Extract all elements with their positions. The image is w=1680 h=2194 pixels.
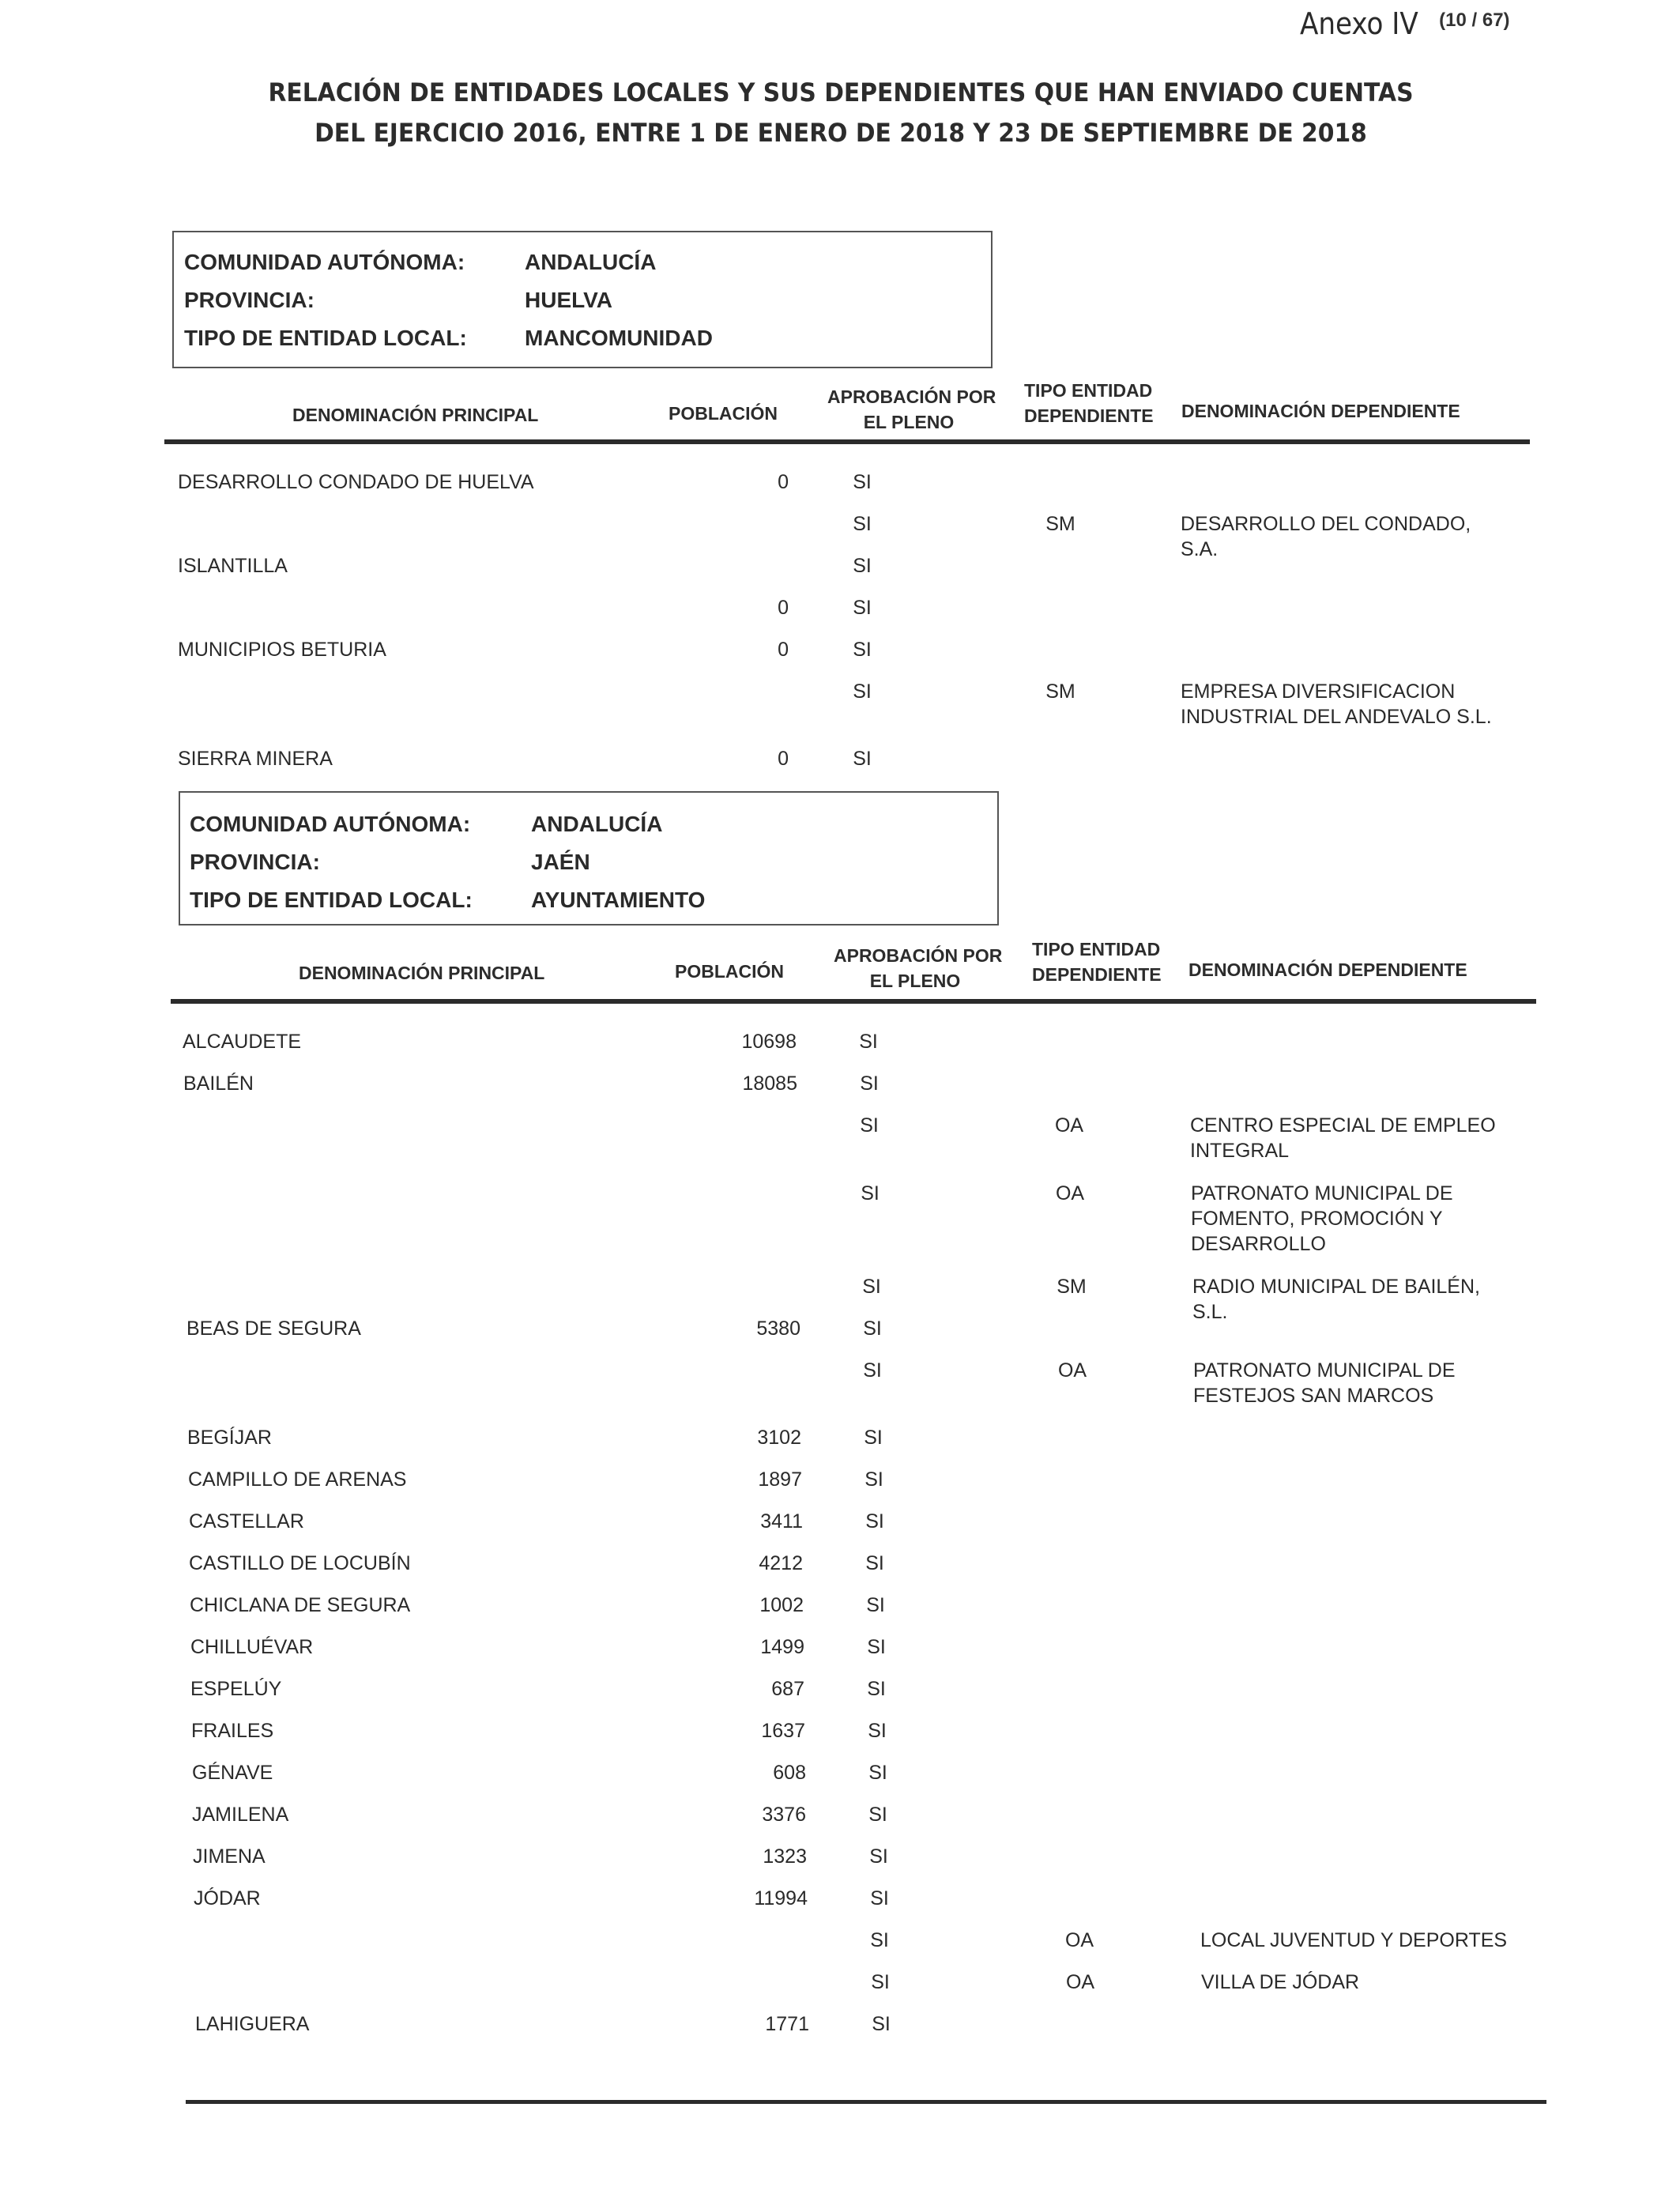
cell-aprobacion: SI xyxy=(866,1594,885,1616)
col-denominacion-principal: DENOMINACIÓN PRINCIPAL xyxy=(299,963,545,983)
cell-denominacion: MUNICIPIOS BETURIA xyxy=(178,639,386,661)
cell-denominacion: BEGÍJAR xyxy=(187,1427,272,1449)
cell-denominacion: SIERRA MINERA xyxy=(178,748,333,770)
cell-denominacion: ISLANTILLA xyxy=(178,555,288,577)
provincia-label: PROVINCIA: xyxy=(184,288,315,312)
title-line-2: DEL EJERCICIO 2016, ENTRE 1 DE ENERO DE 2018 Y 23 DE SEPTIEMBRE DE 2018 xyxy=(315,118,1367,148)
cell-aprobacion: SI xyxy=(863,1359,882,1382)
cell-poblacion: 1897 xyxy=(758,1468,802,1491)
tipo-entidad-value: AYUNTAMIENTO xyxy=(531,888,706,912)
cell-aprobacion: SI xyxy=(865,1510,884,1532)
comunidad-value: ANDALUCÍA xyxy=(531,812,663,836)
comunidad-label: COMUNIDAD AUTÓNOMA: xyxy=(184,250,465,274)
cell-tipo-entidad: SM xyxy=(1057,1276,1087,1298)
cell-denominacion: CHICLANA DE SEGURA xyxy=(190,1594,411,1616)
cell-aprobacion: SI xyxy=(860,1072,879,1095)
cell-denominacion-dependiente: CENTRO ESPECIAL DE EMPLEO INTEGRAL xyxy=(1190,1114,1496,1162)
cell-poblacion: 3411 xyxy=(760,1510,803,1532)
cell-aprobacion: SI xyxy=(853,680,872,703)
comunidad-label: COMUNIDAD AUTÓNOMA: xyxy=(190,812,471,836)
cell-tipo-entidad: SM xyxy=(1045,513,1075,535)
cell-tipo-entidad: OA xyxy=(1055,1182,1085,1204)
cell-poblacion: 0 xyxy=(778,639,789,661)
cell-aprobacion: SI xyxy=(853,597,872,619)
cell-poblacion: 0 xyxy=(778,471,789,493)
cell-aprobacion: SI xyxy=(867,1678,886,1700)
cell-poblacion: 4212 xyxy=(759,1552,803,1574)
cell-denominacion: CHILLUÉVAR xyxy=(190,1636,314,1658)
cell-poblacion: 687 xyxy=(771,1678,804,1700)
document-title xyxy=(59,77,1622,148)
cell-poblacion: 10698 xyxy=(741,1031,797,1053)
page-bottom-rule xyxy=(186,2100,1546,2104)
cell-tipo-entidad: OA xyxy=(1065,1971,1095,1993)
cell-aprobacion: SI xyxy=(867,1636,886,1658)
cell-poblacion: 1323 xyxy=(763,1845,807,1868)
cell-tipo-entidad: SM xyxy=(1045,680,1075,703)
cell-aprobacion: SI xyxy=(871,1971,890,1993)
tipo-entidad-value: MANCOMUNIDAD xyxy=(525,326,713,350)
cell-denominacion: ESPELÚY xyxy=(190,1678,282,1700)
provincia-value: HUELVA xyxy=(525,288,612,312)
cell-poblacion: 3102 xyxy=(757,1427,801,1449)
cell-aprobacion: SI xyxy=(870,1929,889,1951)
entity-info-box xyxy=(172,231,993,368)
cell-poblacion: 0 xyxy=(778,748,789,770)
col-tipo-entidad: TIPO ENTIDAD DEPENDIENTE xyxy=(1024,380,1154,426)
cell-denominacion: BAILÉN xyxy=(183,1072,254,1095)
cell-poblacion: 11994 xyxy=(754,1887,808,1909)
cell-denominacion-dependiente: PATRONATO MUNICIPAL DE FESTEJOS SAN MARCOS xyxy=(1193,1359,1456,1407)
cell-aprobacion: SI xyxy=(870,1887,889,1909)
cell-tipo-entidad: OA xyxy=(1054,1114,1084,1137)
cell-poblacion: 1499 xyxy=(760,1636,804,1658)
cell-denominacion: GÉNAVE xyxy=(192,1762,273,1784)
entity-info-box xyxy=(179,791,999,925)
cell-poblacion: 1771 xyxy=(765,2013,809,2035)
cell-aprobacion: SI xyxy=(853,513,872,535)
cell-aprobacion: SI xyxy=(868,1720,887,1742)
cell-denominacion: DESARROLLO CONDADO DE HUELVA xyxy=(178,471,534,493)
title-line-1: RELACIÓN DE ENTIDADES LOCALES Y SUS DEPENDIENTES QUE HAN ENVIADO CUENTAS xyxy=(268,77,1414,107)
cell-denominacion-dependiente: RADIO MUNICIPAL DE BAILÉN, S.L. xyxy=(1192,1276,1480,1323)
cell-aprobacion: SI xyxy=(863,1318,882,1340)
header-rule xyxy=(164,439,1530,444)
cell-poblacion: 1637 xyxy=(761,1720,805,1742)
annex-label: Anexo IV xyxy=(1300,6,1418,41)
cell-poblacion: 5380 xyxy=(756,1318,800,1340)
cell-poblacion: 0 xyxy=(778,597,789,619)
cell-aprobacion: SI xyxy=(859,1031,878,1053)
col-denominacion-principal: DENOMINACIÓN PRINCIPAL xyxy=(292,405,539,425)
page-indicator: (10 / 67) xyxy=(1439,9,1510,31)
provincia-value: JAÉN xyxy=(531,850,590,874)
col-tipo-entidad: TIPO ENTIDAD DEPENDIENTE xyxy=(1032,939,1162,985)
cell-aprobacion: SI xyxy=(864,1468,883,1491)
cell-aprobacion: SI xyxy=(868,1804,887,1826)
cell-denominacion-dependiente: DESARROLLO DEL CONDADO, S.A. xyxy=(1181,513,1471,560)
cell-denominacion-dependiente: EMPRESA DIVERSIFICACION INDUSTRIAL DEL ANDEVALO S.L. xyxy=(1181,680,1492,728)
cell-denominacion-dependiente: LOCAL JUVENTUD Y DEPORTES xyxy=(1200,1929,1508,1951)
comunidad-value: ANDALUCÍA xyxy=(525,250,657,274)
cell-tipo-entidad: OA xyxy=(1057,1359,1087,1382)
cell-denominacion: JÓDAR xyxy=(194,1887,261,1909)
provincia-label: PROVINCIA: xyxy=(190,850,320,874)
cell-aprobacion: SI xyxy=(860,1114,879,1137)
col-denominacion-dependiente: DENOMINACIÓN DEPENDIENTE xyxy=(1181,401,1460,421)
cell-aprobacion: SI xyxy=(853,748,872,770)
cell-aprobacion: SI xyxy=(864,1427,883,1449)
cell-poblacion: 3376 xyxy=(762,1804,806,1826)
tipo-entidad-label: TIPO DE ENTIDAD LOCAL: xyxy=(190,888,473,912)
cell-poblacion: 1002 xyxy=(759,1594,804,1616)
header-rule xyxy=(171,999,1536,1004)
cell-denominacion: CAMPILLO DE ARENAS xyxy=(188,1468,407,1491)
cell-aprobacion: SI xyxy=(872,2013,891,2035)
cell-denominacion: CASTILLO DE LOCUBÍN xyxy=(189,1552,411,1574)
cell-denominacion: FRAILES xyxy=(191,1720,274,1742)
col-poblacion: POBLACIÓN xyxy=(675,961,784,982)
cell-aprobacion: SI xyxy=(853,555,872,577)
annex-header xyxy=(1300,6,1510,41)
col-denominacion-dependiente: DENOMINACIÓN DEPENDIENTE xyxy=(1188,959,1467,980)
cell-aprobacion: SI xyxy=(861,1182,880,1204)
cell-denominacion: BEAS DE SEGURA xyxy=(186,1318,361,1340)
cell-aprobacion: SI xyxy=(853,639,872,661)
cell-denominacion-dependiente: PATRONATO MUNICIPAL DE FOMENTO, PROMOCIÓN Y DESARROLLO xyxy=(1191,1182,1453,1255)
cell-denominacion: JAMILENA xyxy=(192,1804,289,1826)
cell-denominacion-dependiente: VILLA DE JÓDAR xyxy=(1201,1971,1360,1993)
cell-poblacion: 608 xyxy=(773,1762,806,1784)
col-aprobacion: APROBACIÓN POR EL PLENO xyxy=(827,386,996,432)
cell-aprobacion: SI xyxy=(862,1276,881,1298)
cell-denominacion: JIMENA xyxy=(193,1845,266,1868)
cell-aprobacion: SI xyxy=(865,1552,884,1574)
cell-aprobacion: SI xyxy=(869,1845,888,1868)
cell-aprobacion: SI xyxy=(868,1762,887,1784)
col-poblacion: POBLACIÓN xyxy=(669,403,778,424)
cell-denominacion: CASTELLAR xyxy=(189,1510,304,1532)
cell-poblacion: 18085 xyxy=(742,1072,797,1095)
tipo-entidad-label: TIPO DE ENTIDAD LOCAL: xyxy=(184,326,467,350)
cell-aprobacion: SI xyxy=(853,471,872,493)
col-aprobacion: APROBACIÓN POR EL PLENO xyxy=(834,945,1003,991)
cell-tipo-entidad: OA xyxy=(1064,1929,1094,1951)
cell-denominacion: ALCAUDETE xyxy=(183,1031,302,1053)
cell-denominacion: LAHIGUERA xyxy=(195,2013,310,2035)
